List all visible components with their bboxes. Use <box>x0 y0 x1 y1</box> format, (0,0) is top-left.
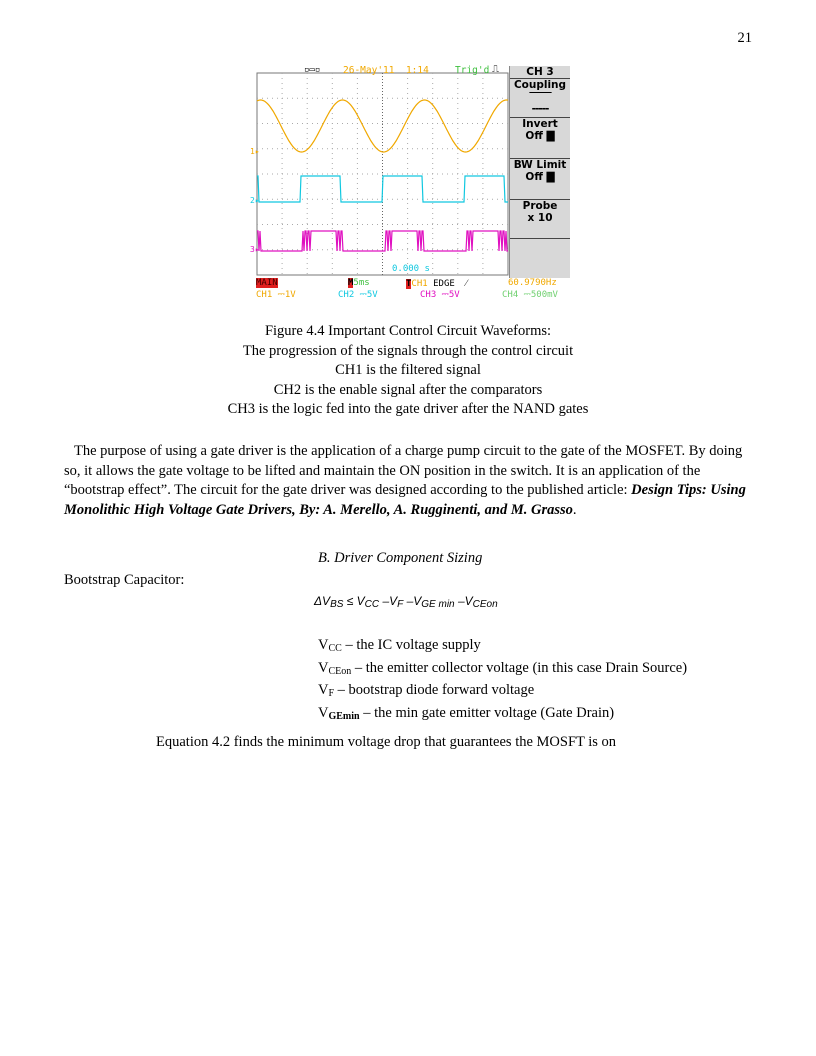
ch2-marker: 2▸ <box>250 196 260 205</box>
oscilloscope-screenshot <box>250 64 569 304</box>
menu-title: CH 3 <box>510 66 570 79</box>
section-heading: B. Driver Component Sizing <box>318 550 483 566</box>
definitions-list <box>318 636 687 726</box>
trigger-settings: TCH1 EDGE ⁄ <box>406 279 468 289</box>
bw-limit-button[interactable]: BW Limit Off ▇ <box>510 159 570 200</box>
equation-note: Equation 4.2 finds the minimum voltage drop that guarantees the MOSFT is on <box>156 734 617 750</box>
body-paragraph: The purpose of using a gate driver is the application of a charge pump circuit to the gate of the MOSFET. By doing so, it allows the gate voltage to be lifted and maintain the ON position in the switch. It is an application of the “bootstrap effect”. The circuit for the gate driver was designed according to the published article: Design Tips: Using Monolithic High Voltage Gate Drivers, By: A. Merello, A. Rugginenti, and M. Grasso. <box>64 443 746 518</box>
trigger-status: Trig'd <box>455 65 490 76</box>
ch2-scale: CH2 ⎓5V <box>338 290 378 300</box>
ch1-waveform <box>257 100 508 152</box>
figure-caption: Figure 4.4 Important Control Circuit Waveforms: The progression of the signals through the control circuit CH1 is the filtered signal CH2 is the enable signal after the comparators CH3 is the logic fed into the gate driver after the NAND gates <box>227 323 589 417</box>
coupling-button[interactable]: Coupling ‾‾‾‾‾ ----- <box>510 79 570 118</box>
date-time: 26-May'11 1:14 <box>343 65 429 76</box>
probe-button[interactable]: Probe x 10 <box>510 200 570 239</box>
ch2-waveform <box>257 176 508 202</box>
trigger-pulse-icon: ⎍ <box>492 64 499 75</box>
ch3-scale: CH3 ⎓5V <box>420 290 460 300</box>
definition-vf: $V_F$ – bootstrap diode forward voltage <box>318 682 535 699</box>
definition-vceon: $V_{CEon}$ – the emitter collector voltage (in this case Drain Source) <box>318 659 688 677</box>
frequency-readout: 60.9790Hz <box>508 278 557 288</box>
ch1-marker: 1▸ <box>250 147 260 156</box>
article-title: Design Tips: Using Monolithic High Voltage Gate Drivers, By: A. Merello, A. Rugginenti, and M. Grasso <box>64 482 746 518</box>
usb-icon: ▫▭▫ <box>304 65 321 75</box>
invert-button[interactable]: Invert Off ▇ <box>510 118 570 159</box>
bootstrap-label: Bootstrap Capacitor: <box>64 572 185 588</box>
ch3-marker: 3▸ <box>250 245 260 254</box>
trigger-time: 0.000 s <box>392 264 430 274</box>
definition-vcc: $V_{CC}$ – the IC voltage supply <box>318 637 481 654</box>
mode-label: MAIN <box>256 278 278 288</box>
definition-vgemin: $V_{GEmin}$ – the min gate emitter voltage (Gate Drain) <box>318 704 615 722</box>
equation: $\Delta V_{BS} \le V_{CC}$ $-V_F$ $-V_{GE min}$ $-V_{CEon}$ <box>314 594 498 610</box>
page-number: 21 <box>737 30 752 46</box>
ch4-scale: CH4 ⎓500mV <box>502 290 558 300</box>
channel-menu <box>509 66 570 278</box>
timebase: M5ms <box>348 278 370 288</box>
ch1-scale: CH1 ⎓1V <box>256 290 296 300</box>
